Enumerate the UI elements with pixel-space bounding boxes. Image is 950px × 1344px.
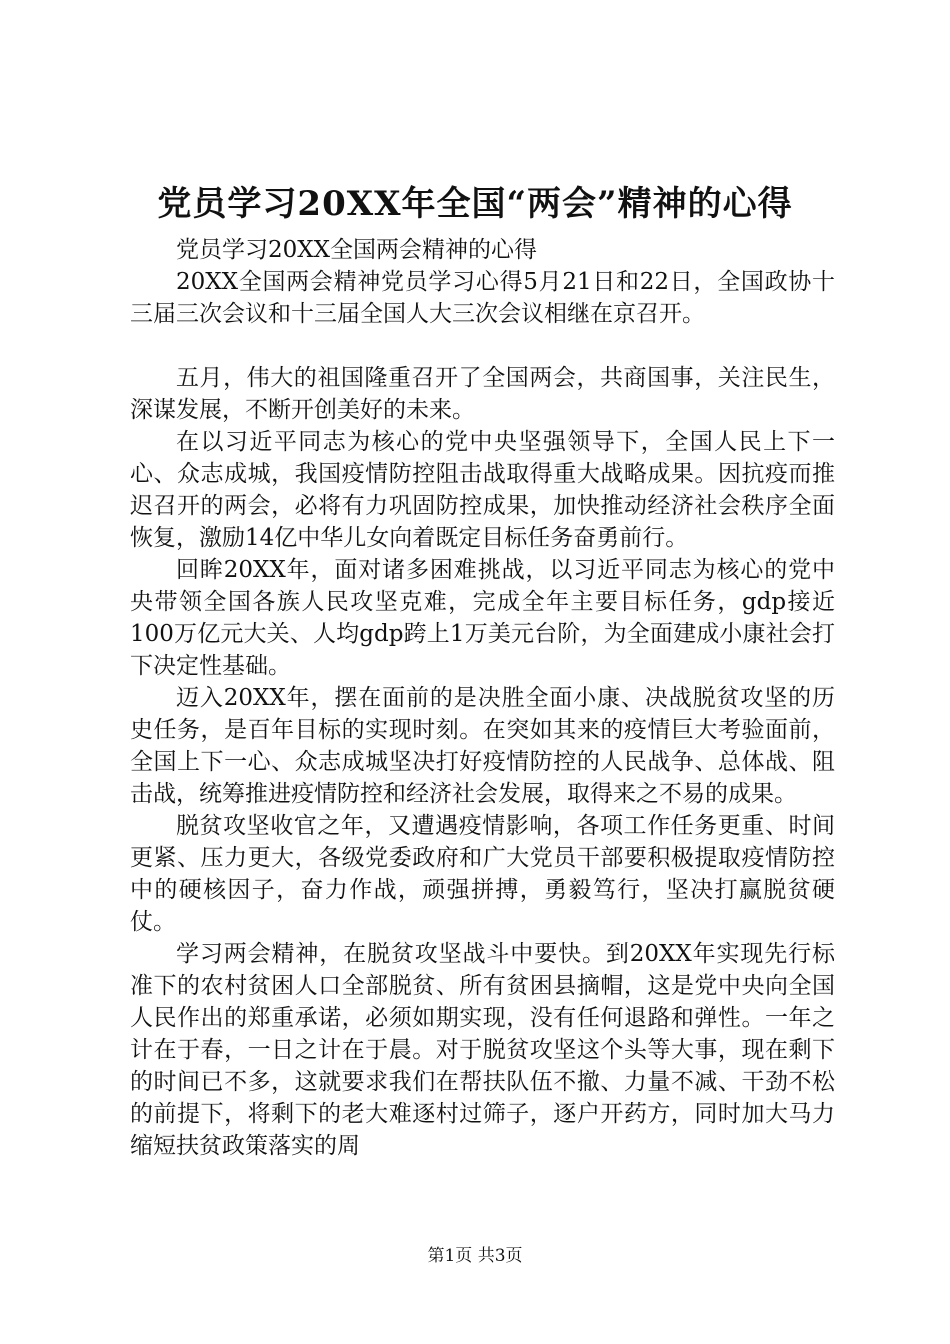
paragraph: 在以习近平同志为核心的党中央坚强领导下，全国人民上下一心、众志成城，我国疫情防控阻击战取得重大战略成果。因抗疫而推迟召开的两会，必将有力巩固防控成果，加快推动经济社会秩序全面恢复，激励14亿中华儿女向着既定目标任务奋勇前行。 xyxy=(130,429,835,551)
paragraph: 五月，伟大的祖国隆重召开了全国两会，共商国事，关注民生，深谋发展，不断开创美好的未来。 xyxy=(130,365,835,423)
paragraph: 迈入20XX年，摆在面前的是决胜全面小康、决战脱贫攻坚的历史任务，是百年目标的实现时刻。在突如其来的疫情巨大考验面前，全国上下一心、众志成城坚决打好疫情防控的人民战争、总体战、阻击战，统筹推进疫情防控和经济社会发展，取得来之不易的成果。 xyxy=(130,685,835,807)
paragraph: 回眸20XX年，面对诸多困难挑战，以习近平同志为核心的党中央带领全国各族人民攻坚克难，完成全年主要目标任务，gdp接近100万亿元大关、人均gdp跨上1万美元台阶，为全面建成小康社会打下决定性基础。 xyxy=(130,557,835,679)
page-footer: 第1页 共3页 xyxy=(427,1246,523,1266)
paragraph: 学习两会精神，在脱贫攻坚战斗中要快。到20XX年实现先行标准下的农村贫困人口全部脱贫、所有贫困县摘帽，这是党中央向全国人民作出的郑重承诺，必须如期实现，没有任何退路和弹性。一年之计在于春，一日之计在于晨。对于脱贫攻坚这个头等大事，现在剩下的时间已不多，这就要求我们在帮扶队伍不撤、力量不减、干劲不松的前提下，将剩下的老大难逐村过筛子，逐户开药方，同时加大马力缩短扶贫政策落实的周 xyxy=(130,941,835,1159)
paragraph-spacer xyxy=(130,330,835,362)
document-body xyxy=(130,234,835,1162)
document-title: 党员学习20XX年全国“两会”精神的心得 xyxy=(157,184,793,224)
paragraph-subtitle: 党员学习20XX全国两会精神的心得 xyxy=(176,237,538,263)
paragraph: 脱贫攻坚收官之年，又遭遇疫情影响，各项工作任务更重、时间更紧、压力更大，各级党委政府和广大党员干部要积极提取疫情防控中的硬核因子，奋力作战，顽强拼搏，勇毅笃行，坚决打赢脱贫硬仗。 xyxy=(130,813,835,935)
paragraph-intro: 20XX全国两会精神党员学习心得5月21日和22日，全国政协十三届三次会议和十三届全国人大三次会议相继在京召开。 xyxy=(130,269,835,327)
